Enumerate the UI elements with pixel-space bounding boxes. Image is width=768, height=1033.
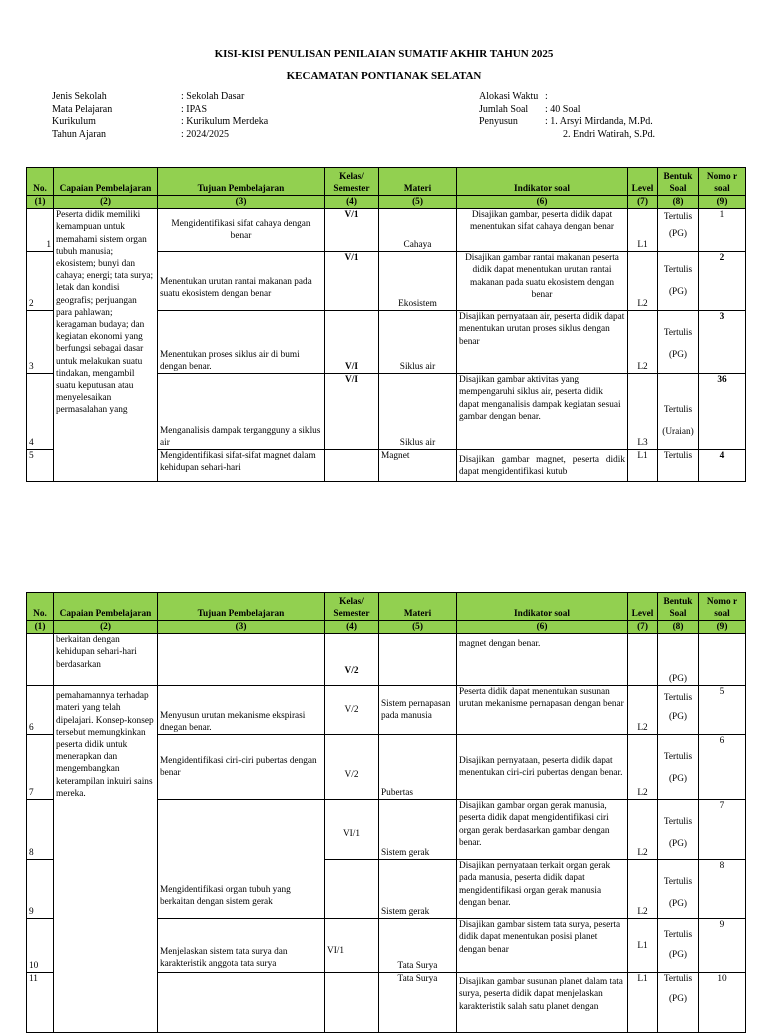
materi: Ekosistem bbox=[379, 252, 457, 311]
header-num: (5) bbox=[379, 621, 457, 634]
kelas-semester: V/2 bbox=[325, 686, 379, 735]
bentuk-soal bbox=[658, 209, 699, 252]
document-title: KISI-KISI PENULISAN PENILAIAN SUMATIF AKHIR TAHUN 2025 bbox=[214, 48, 554, 60]
bentuk-soal-type: Tertulis bbox=[663, 451, 693, 462]
nomor-soal: 6 bbox=[699, 735, 746, 800]
header-num: (4) bbox=[325, 621, 379, 634]
capaian-pembelajaran: pemahamannya terhadap materi yang telah dipelajari. Konsep-konsep tersebut memungkinkan peserta didik untuk menerapkan dan mengembangkan keterampilan inkuiri sains mereka. bbox=[54, 686, 158, 1033]
header-no: No. bbox=[27, 168, 54, 196]
row-no: 9 bbox=[27, 860, 54, 919]
meta-label: Kurikulum bbox=[52, 116, 96, 127]
level: L2 bbox=[628, 800, 658, 860]
indikator-soal: Peserta didik dapat menentukan susunan urutan mekanisme pernapasan dengan benar bbox=[457, 686, 628, 735]
bentuk-soal bbox=[658, 860, 699, 919]
meta-right bbox=[479, 91, 655, 141]
materi: Sistem gerak bbox=[379, 860, 457, 919]
nomor-soal: 5 bbox=[699, 686, 746, 735]
row-no bbox=[27, 634, 54, 686]
materi: Tata Surya bbox=[379, 919, 457, 973]
header-number-row bbox=[27, 196, 746, 209]
header-level: Level bbox=[628, 593, 658, 621]
header-num: (1) bbox=[27, 621, 54, 634]
materi: Tata Surya bbox=[379, 973, 457, 1033]
row-no: 2 bbox=[27, 252, 54, 311]
bentuk-soal-type: Tertulis bbox=[663, 817, 693, 828]
kelas-semester bbox=[325, 860, 379, 919]
row-no: 3 bbox=[27, 311, 54, 374]
row-no: 10 bbox=[27, 919, 54, 973]
meta-value: : Kurikulum Merdeka bbox=[181, 116, 269, 127]
nomor-soal: 3 bbox=[699, 311, 746, 374]
tujuan-pembelajaran: Mengidentifikasi ciri-ciri pubertas dengan benar bbox=[158, 735, 325, 800]
header-num: (7) bbox=[628, 196, 658, 209]
level: L3 bbox=[628, 374, 658, 450]
bentuk-soal-type: Tertulis bbox=[663, 405, 693, 416]
level: L2 bbox=[628, 311, 658, 374]
nomor-soal: 8 bbox=[699, 860, 746, 919]
bentuk-soal bbox=[658, 919, 699, 973]
header-tp: Tujuan Pembelajaran bbox=[158, 168, 325, 196]
bentuk-soal-format: (PG) bbox=[668, 287, 688, 298]
level: L2 bbox=[628, 860, 658, 919]
materi: Cahaya bbox=[379, 209, 457, 252]
table-row bbox=[27, 686, 746, 735]
header-row bbox=[27, 593, 746, 621]
meta-label: Jumlah Soal bbox=[479, 103, 529, 115]
header-tp: Tujuan Pembelajaran bbox=[158, 593, 325, 621]
level: L1 bbox=[628, 209, 658, 252]
header-num: (9) bbox=[699, 196, 746, 209]
meta-value: : Sekolah Dasar bbox=[181, 91, 245, 102]
level: L1 bbox=[628, 919, 658, 973]
bentuk-soal-format: (PG) bbox=[668, 229, 688, 240]
header-cp: Capaian Pembelajaran bbox=[54, 593, 158, 621]
tujuan-pembelajaran bbox=[158, 634, 325, 686]
kisi-kisi-table-2 bbox=[26, 592, 746, 1033]
header-num: (9) bbox=[699, 621, 746, 634]
row-no: 11 bbox=[27, 973, 54, 1033]
meta-value: : 2024/2025 bbox=[181, 128, 230, 140]
row-no: 8 bbox=[27, 800, 54, 860]
nomor-soal: 1 bbox=[699, 209, 746, 252]
header-num: (8) bbox=[658, 621, 699, 634]
tujuan-pembelajaran: Menentukan proses siklus air di bumi dengan benar. bbox=[158, 311, 325, 374]
kisi-kisi-table-1 bbox=[26, 167, 746, 482]
header-nomor: Nomo r soal bbox=[699, 593, 746, 621]
header-number-row bbox=[27, 621, 746, 634]
kelas-semester: VI/1 bbox=[325, 800, 379, 860]
header-num: (2) bbox=[54, 196, 158, 209]
bentuk-soal-type: Tertulis bbox=[663, 974, 693, 985]
header-num: (5) bbox=[379, 196, 457, 209]
bentuk-soal bbox=[658, 311, 699, 374]
bentuk-soal-type: Tertulis bbox=[663, 328, 693, 339]
header-indikator: Indikator soal bbox=[457, 593, 628, 621]
tujuan-pembelajaran: Menganalisis dampak tergangguny a siklus air bbox=[158, 374, 325, 450]
nomor-soal: 9 bbox=[699, 919, 746, 973]
nomor-soal: 10 bbox=[699, 973, 746, 1033]
bentuk-soal bbox=[658, 252, 699, 311]
bentuk-soal-type: Tertulis bbox=[663, 877, 693, 888]
nomor-soal bbox=[699, 634, 746, 686]
kelas-semester: V/1 bbox=[325, 252, 379, 311]
indikator-soal: Disajikan gambar rantai makanan peserta didik dapat menentukan urutan rantai makanan pada suatu ekosistem dengan benar bbox=[457, 252, 628, 311]
level bbox=[628, 634, 658, 686]
meta-label: Alokasi Waktu bbox=[479, 91, 539, 102]
nomor-soal: 36 bbox=[699, 374, 746, 450]
kelas-semester: V/2 bbox=[325, 735, 379, 800]
nomor-soal: 4 bbox=[699, 450, 746, 482]
header-num: (6) bbox=[457, 621, 628, 634]
indikator-soal: Disajikan gambar sistem tata surya, peserta didik dapat menentukan posisi planet dengan benar bbox=[457, 919, 628, 973]
header-indikator: Indikator soal bbox=[457, 168, 628, 196]
materi: Magnet bbox=[379, 450, 457, 482]
meta-value: : IPAS bbox=[181, 103, 208, 115]
header-num: (2) bbox=[54, 621, 158, 634]
bentuk-soal-format: (PG) bbox=[668, 899, 688, 910]
row-no: 1 bbox=[27, 209, 54, 252]
bentuk-soal-type: Tertulis bbox=[663, 265, 693, 276]
meta-value: 2. Endri Watirah, S.Pd. bbox=[563, 128, 656, 140]
materi bbox=[379, 634, 457, 686]
meta-label bbox=[479, 129, 563, 142]
nomor-soal: 2 bbox=[699, 252, 746, 311]
header-num: (8) bbox=[658, 196, 699, 209]
kelas-semester: V/1 bbox=[325, 209, 379, 252]
row-no: 7 bbox=[27, 735, 54, 800]
bentuk-soal bbox=[658, 735, 699, 800]
kelas-semester bbox=[325, 450, 379, 482]
tujuan-pembelajaran: Mengidentifikasi sifat-sifat magnet dalam kehidupan sehari-hari bbox=[158, 450, 325, 482]
row-no: 4 bbox=[27, 374, 54, 450]
bentuk-soal-type: Tertulis bbox=[663, 693, 693, 704]
bentuk-soal-format: (PG) bbox=[668, 994, 688, 1005]
tujuan-pembelajaran: Menyusun urutan mekanisme ekspirasi dnegan benar. bbox=[158, 686, 325, 735]
level: L1 bbox=[628, 450, 658, 482]
header-bentuk: Bentuk Soal bbox=[658, 593, 699, 621]
indikator-soal: magnet dengan benar. bbox=[457, 634, 628, 686]
header-level: Level bbox=[628, 168, 658, 196]
materi: Siklus air bbox=[379, 311, 457, 374]
meta-value: : 1. Arsyi Mirdanda, M.Pd. bbox=[545, 116, 653, 127]
materi: Sistem pernapasan pada manusia bbox=[379, 686, 457, 735]
tujuan-pembelajaran: Mengidentifikasi organ tubuh yang berkaitan dengan sistem gerak bbox=[158, 800, 325, 919]
header-cp: Capaian Pembelajaran bbox=[54, 168, 158, 196]
capaian-pembelajaran-cont: berkaitan dengan kehidupan sehari-hari berdasarkan bbox=[54, 634, 158, 686]
kelas-semester: V/I bbox=[325, 374, 379, 450]
bentuk-soal-type: Tertulis bbox=[663, 930, 693, 941]
tujuan-pembelajaran: Menjelaskan sistem tata surya dan karakteristik anggota tata surya bbox=[158, 919, 325, 973]
header-materi: Materi bbox=[379, 168, 457, 196]
header-kelas: Kelas/ Semester bbox=[325, 593, 379, 621]
bentuk-soal-format: (PG) bbox=[668, 774, 688, 785]
table-row bbox=[27, 209, 746, 252]
meta-label: Jenis Sekolah bbox=[52, 91, 107, 102]
indikator-soal: Disajikan gambar aktivitas yang mempengaruhi siklus air, peserta didik dapat menganalisis dampak kegiatan sesuai gambar dengan benar. bbox=[457, 374, 628, 450]
bentuk-soal bbox=[658, 450, 699, 482]
bentuk-soal-format: (PG) bbox=[668, 350, 688, 361]
materi: Siklus air bbox=[379, 374, 457, 450]
table-row-continuation bbox=[27, 634, 746, 686]
materi: Pubertas bbox=[379, 735, 457, 800]
bentuk-soal bbox=[658, 374, 699, 450]
indikator-soal: Disajikan pernyataan terkait organ gerak pada manusia, peserta didik dapat mengidentifikasi organ gerak manusia dengan benar. bbox=[457, 860, 628, 919]
bentuk-soal-format: (PG) bbox=[668, 712, 688, 723]
level: L2 bbox=[628, 252, 658, 311]
capaian-pembelajaran: Peserta didik memiliki kemampuan untuk memahami sistem organ tubuh manusia; ekosistem; bunyi dan cahaya; energi; tata surya; letak dan kondisi geografis; perjuangan para pahlawan; keragaman budaya; dan kegiatan ekonomi yang berfungsi sebagai dasar untuk melakukan suatu tindakan, mengambil suatu keputusan atau menyelesaikan permasalahan yang bbox=[54, 209, 158, 482]
bentuk-soal-format: (Uraian) bbox=[662, 427, 694, 438]
document-subtitle: KECAMATAN PONTIANAK SELATAN bbox=[286, 70, 482, 82]
bentuk-soal: (PG) bbox=[658, 634, 699, 686]
tujuan-pembelajaran: Menentukan urutan rantai makanan pada suatu ekosistem dengan benar bbox=[158, 252, 325, 311]
header-num: (4) bbox=[325, 196, 379, 209]
tujuan-pembelajaran: Mengidentifikasi sifat cahaya dengan benar bbox=[158, 209, 325, 252]
kelas-semester: V/I bbox=[325, 311, 379, 374]
bentuk-soal-format: (PG) bbox=[668, 839, 688, 850]
bentuk-soal bbox=[658, 686, 699, 735]
indikator-soal: Disajikan gambar susunan planet dalam tata surya, peserta didik dapat menjelaskan karakteristik salah satu planet dengan bbox=[457, 973, 628, 1033]
header-num: (1) bbox=[27, 196, 54, 209]
kelas-semester: V/2 bbox=[325, 634, 379, 686]
row-no: 5 bbox=[27, 450, 54, 482]
indikator-soal: Disajikan pernyataan, peserta didik dapat menentukan ciri-ciri pubertas dengan benar. bbox=[457, 735, 628, 800]
meta-value: : 40 Soal bbox=[545, 103, 581, 115]
header-no: No. bbox=[27, 593, 54, 621]
indikator-soal: Disajikan gambar magnet, peserta didik dapat mengidentifikasi kutub bbox=[457, 450, 628, 482]
header-nomor: Nomo r soal bbox=[699, 168, 746, 196]
header-num: (6) bbox=[457, 196, 628, 209]
header-num: (7) bbox=[628, 621, 658, 634]
bentuk-soal bbox=[658, 800, 699, 860]
header-materi: Materi bbox=[379, 593, 457, 621]
bentuk-soal-type: Tertulis bbox=[663, 212, 693, 223]
meta-left bbox=[52, 91, 268, 141]
indikator-soal: Disajikan gambar, peserta didik dapat menentukan sifat cahaya dengan benar bbox=[457, 209, 628, 252]
level: L2 bbox=[628, 686, 658, 735]
level: L1 bbox=[628, 973, 658, 1033]
level: L2 bbox=[628, 735, 658, 800]
header-bentuk: Bentuk Soal bbox=[658, 168, 699, 196]
nomor-soal: 7 bbox=[699, 800, 746, 860]
kelas-semester: VI/1 bbox=[325, 919, 379, 973]
row-no: 6 bbox=[27, 686, 54, 735]
indikator-soal: Disajikan gambar organ gerak manusia, peserta didik dapat mengidentifikasi ciri organ gerak berdasarkan gambar dengan benar. bbox=[457, 800, 628, 860]
bentuk-soal-format: (PG) bbox=[668, 950, 688, 961]
header-num: (3) bbox=[158, 621, 325, 634]
materi: Sistem gerak bbox=[379, 800, 457, 860]
meta-value: : bbox=[545, 91, 548, 102]
meta-label: Mata Pelajaran bbox=[52, 103, 113, 115]
header-row bbox=[27, 168, 746, 196]
meta-label: Tahun Ajaran bbox=[52, 128, 107, 140]
bentuk-soal-type: Tertulis bbox=[663, 752, 693, 763]
header-kelas: Kelas/ Semester bbox=[325, 168, 379, 196]
indikator-soal: Disajikan pernyataan air, peserta didik dapat menentukan urutan proses siklus dengan benar bbox=[457, 311, 628, 374]
header-num: (3) bbox=[158, 196, 325, 209]
meta-label: Penyusun bbox=[479, 116, 518, 127]
